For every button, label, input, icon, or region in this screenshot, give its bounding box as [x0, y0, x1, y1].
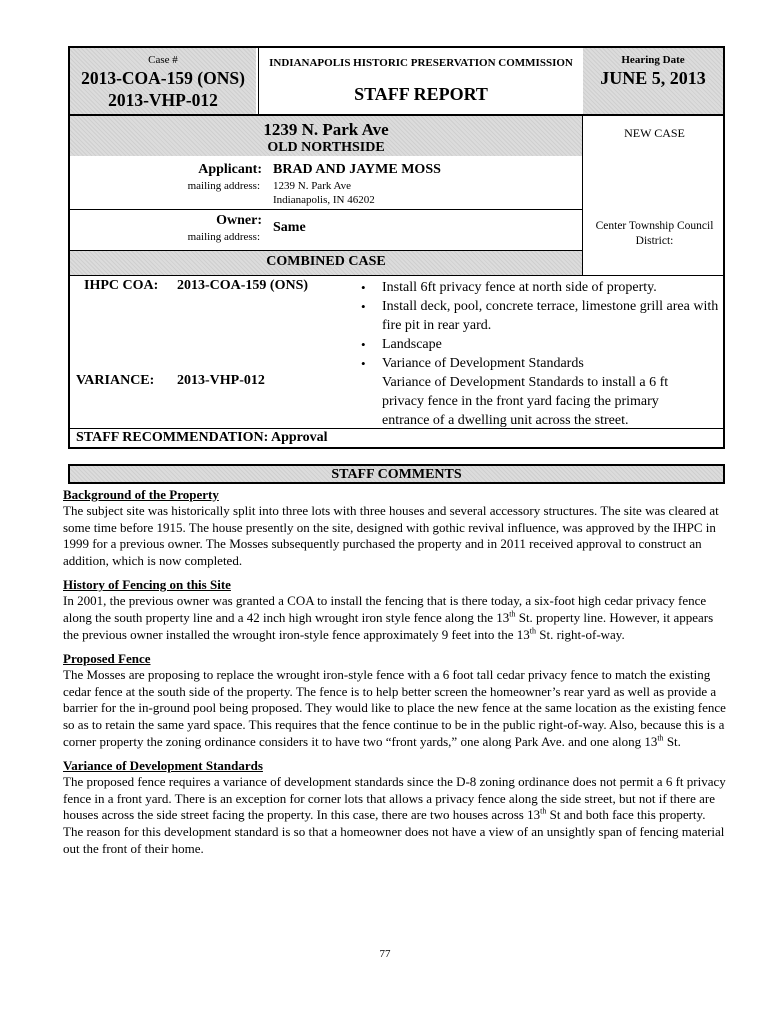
staff-comments-bar: [68, 464, 725, 484]
section-text: The subject site was historically split into three lots with three houses and several accessory structures. The site was cleared at some time before 1915. The house presently on the site, designed with gothic revival influence, was approved by the IHPC in 1999 for a previous owner. The Mosses subsequently purchased the property and in 2011 received approval to construct an addition, which is now completed.: [63, 503, 719, 568]
section-heading: History of Fencing on this Site: [63, 577, 231, 593]
applicant-address-line2: Indianapolis, IN 46202: [273, 194, 375, 206]
section-heading: Variance of Development Standards: [63, 758, 263, 774]
commission-title-cell: [258, 48, 584, 114]
variance-label: VARIANCE:: [76, 373, 155, 388]
applicant-mailing-label: mailing address:: [187, 180, 260, 192]
applicant-label: Applicant:: [198, 162, 262, 177]
property-address: 1239 N. Park Ave: [263, 120, 389, 139]
case-number-variance: 2013-VHP-012: [108, 90, 218, 110]
list-item: • Variance of Development Standards: [355, 354, 720, 373]
variance-number: 2013-VHP-012: [177, 373, 265, 388]
coa-number: 2013-COA-159 (ONS): [177, 278, 309, 293]
case-status-column: [582, 116, 725, 276]
hearing-date: JUNE 5, 2013: [600, 68, 706, 88]
combined-case-label: COMBINED CASE: [266, 254, 386, 269]
section-heading: Proposed Fence: [63, 651, 151, 667]
commission-name: INDIANAPOLIS HISTORIC PRESERVATION COMMISSION: [269, 57, 573, 69]
owner-mailing-label: mailing address:: [187, 231, 260, 243]
section-text: The proposed fence requires a variance of development standards since the D-8 zoning ordinance does not permit a 6 ft privacy fence in a front yard. There is an exception for corner lots that allows a privacy fence along the side street, but not if there are houses across the side street facing the property. In this case, there are two houses across 13th St and both face this property. The reason for this development standard is so that a homeowner does not have a view of an unsightly span of fencing material out the front of their home.: [63, 774, 726, 856]
case-number-coa: 2013-COA-159 (ONS): [81, 68, 245, 88]
section-text: The Mosses are proposing to replace the wrought iron-style fence with a 6 foot tall cedar privacy fence to match the existing cedar fence at the south side of the property. The fence is to help better screen the homeowner’s rear yard as well as provide a barrier for the in-ground pool being proposed. They would like to place the new fence at the same location as the existing fence so as to retain the same yard space. This requires that the fence continue to be in the public right-of-way. Also, because this is a corner property the zoning ordinance considers it to have two “front yards,” one along Park Ave. and one along 13th St.: [63, 667, 726, 749]
divider: [70, 209, 582, 210]
staff-comments-title: STAFF COMMENTS: [331, 467, 462, 482]
variance-description: Variance of Development Standards to install a 6 ft privacy fence in the front yard facing the primary entrance of a dwelling unit across the street.: [382, 375, 669, 428]
section-heading: Background of the Property: [63, 487, 219, 502]
page-number: 77: [379, 948, 391, 960]
owner-name: Same: [273, 220, 306, 235]
divider: [70, 428, 725, 429]
case-label: Case #: [148, 54, 178, 66]
list-item: • Landscape: [355, 335, 720, 354]
divider: [70, 275, 725, 276]
hearing-date-label: Hearing Date: [621, 54, 685, 66]
owner-label: Owner:: [216, 213, 262, 228]
staff-recommendation: STAFF RECOMMENDATION: Approval: [76, 430, 328, 445]
report-title: STAFF REPORT: [354, 84, 488, 104]
coa-label: IHPC COA:: [84, 278, 159, 293]
council-district: Center Township Council District:: [595, 220, 714, 247]
section-text: In 2001, the previous owner was granted a COA to install the fencing that is there today, a six-foot high cedar privacy fence along the south property line and a 42 inch high wrought iron style fence along the 13th St. property line. However, it appears the previous owner installed the wrought iron-style fence approximately 9 feet into the 13th St. right-of-way.: [63, 593, 714, 642]
staff-comments-body: [63, 487, 726, 857]
applicant-name: BRAD AND JAYME MOSS: [273, 162, 441, 177]
list-item: • Install deck, pool, concrete terrace, limestone grill area with fire pit in rear yard.: [355, 297, 720, 335]
case-status: NEW CASE: [624, 126, 685, 140]
case-number-cell: [70, 48, 256, 114]
divider: [70, 250, 582, 251]
combined-case-band: [70, 251, 582, 275]
historic-district: OLD NORTHSIDE: [267, 140, 385, 155]
hearing-date-cell: [583, 48, 723, 114]
coa-item-list: [355, 278, 720, 373]
applicant-address-line1: 1239 N. Park Ave: [273, 180, 352, 192]
list-item: • Install 6ft privacy fence at north side of property.: [355, 278, 720, 297]
